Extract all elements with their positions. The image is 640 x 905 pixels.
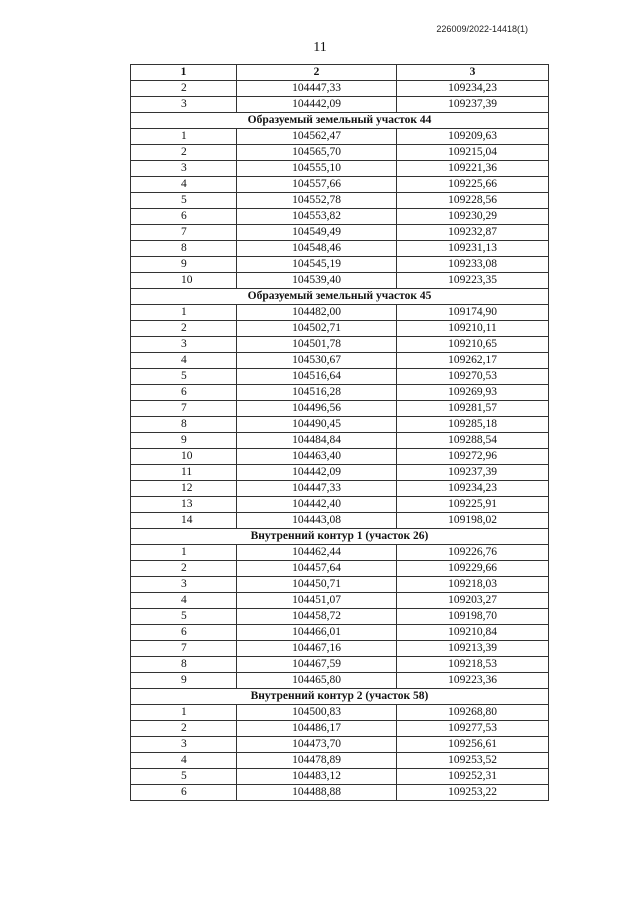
x-coordinate-cell: 104555,10 [237, 161, 397, 177]
point-number-cell: 14 [131, 513, 237, 529]
x-coordinate-cell: 104488,88 [237, 785, 397, 801]
header-col-3: 3 [397, 65, 549, 81]
y-coordinate-cell: 109174,90 [397, 305, 549, 321]
table-row [131, 769, 549, 785]
table-row [131, 353, 549, 369]
point-number-cell: 8 [131, 241, 237, 257]
header-col-1: 1 [131, 65, 237, 81]
table-row [131, 513, 549, 529]
point-number-cell: 6 [131, 209, 237, 225]
point-number-cell: 13 [131, 497, 237, 513]
point-number-cell: 2 [131, 81, 237, 97]
y-coordinate-cell: 109272,96 [397, 449, 549, 465]
table-row [131, 465, 549, 481]
y-coordinate-cell: 109234,23 [397, 481, 549, 497]
x-coordinate-cell: 104557,66 [237, 177, 397, 193]
point-number-cell: 3 [131, 337, 237, 353]
y-coordinate-cell: 109225,91 [397, 497, 549, 513]
point-number-cell: 4 [131, 353, 237, 369]
x-coordinate-cell: 104549,49 [237, 225, 397, 241]
point-number-cell: 10 [131, 449, 237, 465]
y-coordinate-cell: 109218,53 [397, 657, 549, 673]
table-row [131, 641, 549, 657]
x-coordinate-cell: 104478,89 [237, 753, 397, 769]
table-row [131, 545, 549, 561]
table-row [131, 481, 549, 497]
table-row [131, 273, 549, 289]
table-row [131, 97, 549, 113]
y-coordinate-cell: 109232,87 [397, 225, 549, 241]
y-coordinate-cell: 109233,08 [397, 257, 549, 273]
x-coordinate-cell: 104502,71 [237, 321, 397, 337]
point-number-cell: 9 [131, 257, 237, 273]
y-coordinate-cell: 109234,23 [397, 81, 549, 97]
page-number: 11 [313, 40, 327, 55]
table-row [131, 561, 549, 577]
y-coordinate-cell: 109269,93 [397, 385, 549, 401]
table-row [131, 177, 549, 193]
x-coordinate-cell: 104473,70 [237, 737, 397, 753]
x-coordinate-cell: 104483,12 [237, 769, 397, 785]
table-row [131, 401, 549, 417]
y-coordinate-cell: 109237,39 [397, 465, 549, 481]
table-row [131, 193, 549, 209]
table-row [131, 369, 549, 385]
point-number-cell: 2 [131, 145, 237, 161]
table-row [131, 497, 549, 513]
y-coordinate-cell: 109203,27 [397, 593, 549, 609]
y-coordinate-cell: 109223,36 [397, 673, 549, 689]
x-coordinate-cell: 104501,78 [237, 337, 397, 353]
table-row [131, 785, 549, 801]
point-number-cell: 8 [131, 657, 237, 673]
x-coordinate-cell: 104442,09 [237, 97, 397, 113]
point-number-cell: 1 [131, 129, 237, 145]
x-coordinate-cell: 104496,56 [237, 401, 397, 417]
section-header-row [131, 113, 549, 129]
y-coordinate-cell: 109253,52 [397, 753, 549, 769]
point-number-cell: 3 [131, 737, 237, 753]
y-coordinate-cell: 109210,65 [397, 337, 549, 353]
x-coordinate-cell: 104467,16 [237, 641, 397, 657]
point-number-cell: 6 [131, 785, 237, 801]
header-col-2: 2 [237, 65, 397, 81]
point-number-cell: 6 [131, 625, 237, 641]
x-coordinate-cell: 104442,40 [237, 497, 397, 513]
point-number-cell: 4 [131, 753, 237, 769]
x-coordinate-cell: 104516,64 [237, 369, 397, 385]
point-number-cell: 2 [131, 321, 237, 337]
x-coordinate-cell: 104443,08 [237, 513, 397, 529]
point-number-cell: 3 [131, 161, 237, 177]
y-coordinate-cell: 109231,13 [397, 241, 549, 257]
point-number-cell: 4 [131, 177, 237, 193]
x-coordinate-cell: 104545,19 [237, 257, 397, 273]
x-coordinate-cell: 104562,47 [237, 129, 397, 145]
y-coordinate-cell: 109262,17 [397, 353, 549, 369]
coordinates-table [130, 64, 549, 801]
section-title: Внутренний контур 1 (участок 26) [131, 529, 549, 545]
point-number-cell: 1 [131, 305, 237, 321]
point-number-cell: 5 [131, 369, 237, 385]
x-coordinate-cell: 104442,09 [237, 465, 397, 481]
y-coordinate-cell: 109288,54 [397, 433, 549, 449]
point-number-cell: 8 [131, 417, 237, 433]
table-header-row [131, 65, 549, 81]
point-number-cell: 11 [131, 465, 237, 481]
point-number-cell: 7 [131, 641, 237, 657]
table-row [131, 625, 549, 641]
x-coordinate-cell: 104530,67 [237, 353, 397, 369]
point-number-cell: 7 [131, 401, 237, 417]
section-header-row [131, 529, 549, 545]
table-row [131, 721, 549, 737]
x-coordinate-cell: 104553,82 [237, 209, 397, 225]
y-coordinate-cell: 109209,63 [397, 129, 549, 145]
y-coordinate-cell: 109198,70 [397, 609, 549, 625]
table-row [131, 241, 549, 257]
x-coordinate-cell: 104458,72 [237, 609, 397, 625]
x-coordinate-cell: 104457,64 [237, 561, 397, 577]
point-number-cell: 7 [131, 225, 237, 241]
section-header-row [131, 689, 549, 705]
point-number-cell: 12 [131, 481, 237, 497]
y-coordinate-cell: 109228,56 [397, 193, 549, 209]
x-coordinate-cell: 104462,44 [237, 545, 397, 561]
y-coordinate-cell: 109256,61 [397, 737, 549, 753]
point-number-cell: 1 [131, 545, 237, 561]
y-coordinate-cell: 109230,29 [397, 209, 549, 225]
x-coordinate-cell: 104466,01 [237, 625, 397, 641]
point-number-cell: 6 [131, 385, 237, 401]
x-coordinate-cell: 104447,33 [237, 81, 397, 97]
y-coordinate-cell: 109252,31 [397, 769, 549, 785]
point-number-cell: 10 [131, 273, 237, 289]
x-coordinate-cell: 104484,84 [237, 433, 397, 449]
table-row [131, 385, 549, 401]
point-number-cell: 3 [131, 97, 237, 113]
x-coordinate-cell: 104490,45 [237, 417, 397, 433]
document-id: 226009/2022-14418(1) [436, 24, 528, 34]
section-title: Образуемый земельный участок 45 [131, 289, 549, 305]
table-row [131, 577, 549, 593]
y-coordinate-cell: 109198,02 [397, 513, 549, 529]
table-row [131, 737, 549, 753]
table-row [131, 257, 549, 273]
section-title: Образуемый земельный участок 44 [131, 113, 549, 129]
point-number-cell: 2 [131, 721, 237, 737]
point-number-cell: 9 [131, 433, 237, 449]
x-coordinate-cell: 104447,33 [237, 481, 397, 497]
x-coordinate-cell: 104467,59 [237, 657, 397, 673]
x-coordinate-cell: 104552,78 [237, 193, 397, 209]
table-row [131, 433, 549, 449]
table-row [131, 657, 549, 673]
point-number-cell: 4 [131, 593, 237, 609]
table-row [131, 225, 549, 241]
table-row [131, 145, 549, 161]
x-coordinate-cell: 104565,70 [237, 145, 397, 161]
y-coordinate-cell: 109221,36 [397, 161, 549, 177]
section-header-row [131, 289, 549, 305]
table-row [131, 449, 549, 465]
table-row [131, 209, 549, 225]
x-coordinate-cell: 104465,80 [237, 673, 397, 689]
y-coordinate-cell: 109268,80 [397, 705, 549, 721]
table-row [131, 673, 549, 689]
x-coordinate-cell: 104451,07 [237, 593, 397, 609]
x-coordinate-cell: 104482,00 [237, 305, 397, 321]
y-coordinate-cell: 109277,53 [397, 721, 549, 737]
x-coordinate-cell: 104548,46 [237, 241, 397, 257]
table-row [131, 161, 549, 177]
x-coordinate-cell: 104500,83 [237, 705, 397, 721]
point-number-cell: 5 [131, 769, 237, 785]
y-coordinate-cell: 109210,11 [397, 321, 549, 337]
y-coordinate-cell: 109285,18 [397, 417, 549, 433]
table-row [131, 337, 549, 353]
x-coordinate-cell: 104516,28 [237, 385, 397, 401]
table-row [131, 753, 549, 769]
section-title: Внутренний контур 2 (участок 58) [131, 689, 549, 705]
y-coordinate-cell: 109218,03 [397, 577, 549, 593]
y-coordinate-cell: 109223,35 [397, 273, 549, 289]
y-coordinate-cell: 109281,57 [397, 401, 549, 417]
y-coordinate-cell: 109237,39 [397, 97, 549, 113]
point-number-cell: 5 [131, 193, 237, 209]
y-coordinate-cell: 109215,04 [397, 145, 549, 161]
y-coordinate-cell: 109229,66 [397, 561, 549, 577]
y-coordinate-cell: 109213,39 [397, 641, 549, 657]
table-row [131, 81, 549, 97]
table-row [131, 417, 549, 433]
x-coordinate-cell: 104463,40 [237, 449, 397, 465]
point-number-cell: 2 [131, 561, 237, 577]
x-coordinate-cell: 104450,71 [237, 577, 397, 593]
y-coordinate-cell: 109226,76 [397, 545, 549, 561]
y-coordinate-cell: 109225,66 [397, 177, 549, 193]
point-number-cell: 9 [131, 673, 237, 689]
x-coordinate-cell: 104539,40 [237, 273, 397, 289]
point-number-cell: 3 [131, 577, 237, 593]
table-row [131, 705, 549, 721]
x-coordinate-cell: 104486,17 [237, 721, 397, 737]
point-number-cell: 1 [131, 705, 237, 721]
y-coordinate-cell: 109270,53 [397, 369, 549, 385]
table-row [131, 593, 549, 609]
table-row [131, 129, 549, 145]
point-number-cell: 5 [131, 609, 237, 625]
y-coordinate-cell: 109253,22 [397, 785, 549, 801]
table-row [131, 321, 549, 337]
table-row [131, 305, 549, 321]
y-coordinate-cell: 109210,84 [397, 625, 549, 641]
table-row [131, 609, 549, 625]
